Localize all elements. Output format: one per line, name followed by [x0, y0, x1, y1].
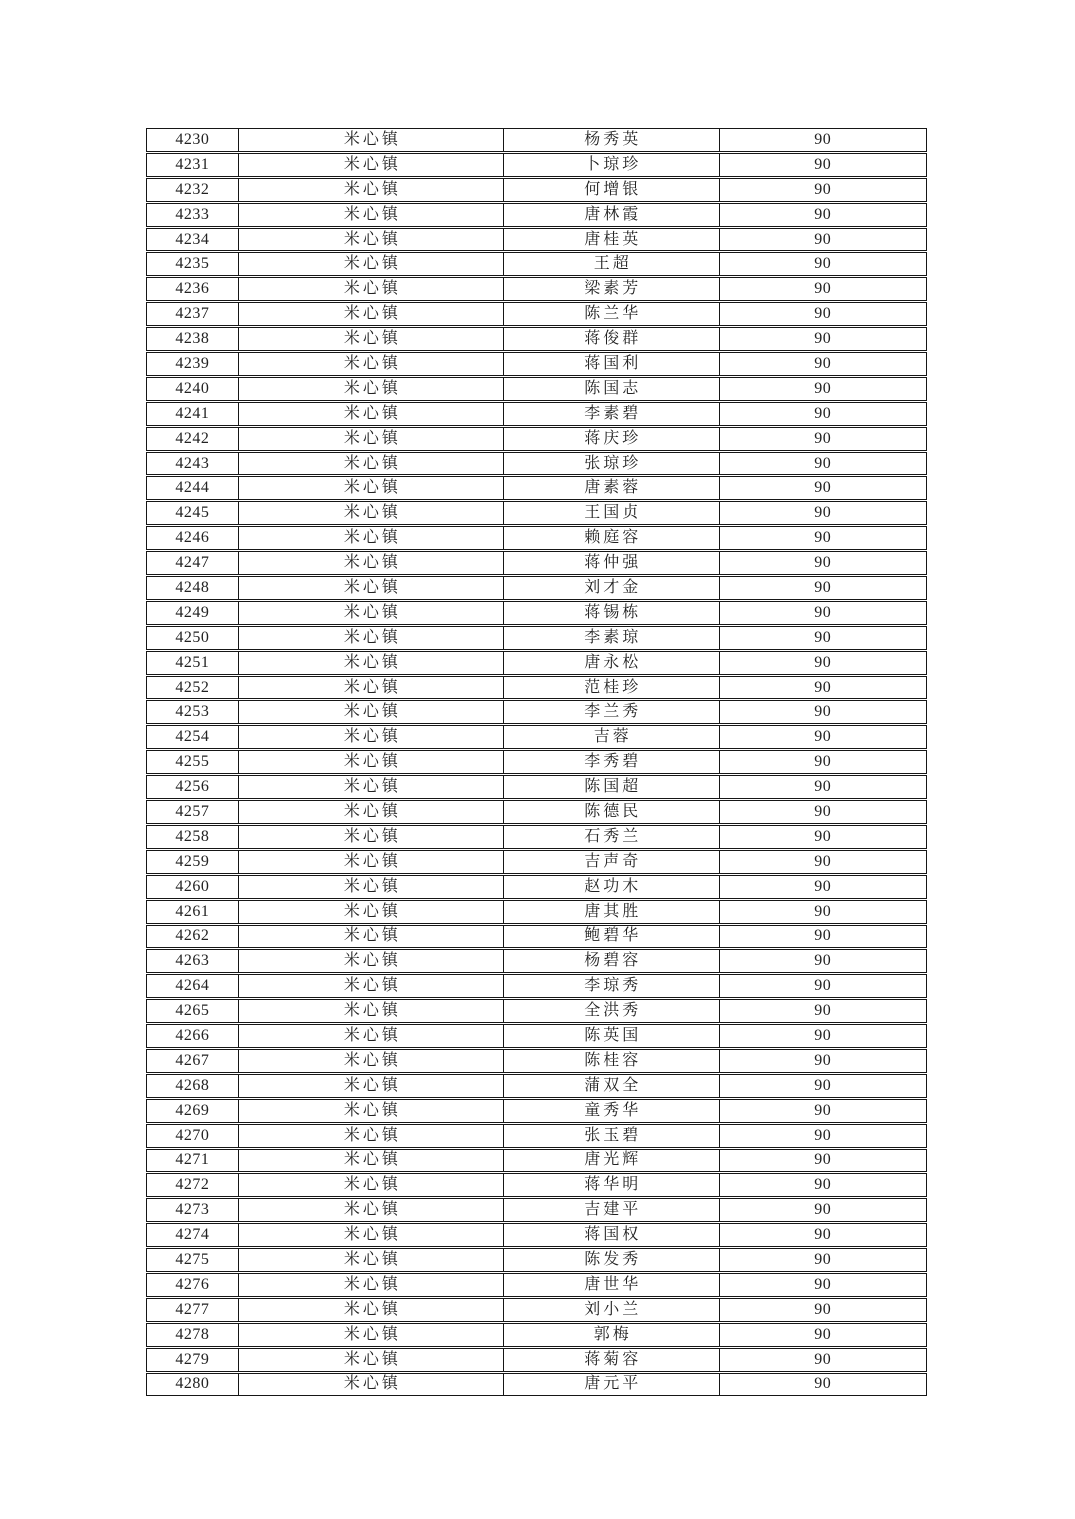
table-row [146, 302, 927, 326]
serial-number-cell: 4232 [175, 180, 210, 198]
table-row [146, 1348, 927, 1372]
table-row [146, 1373, 927, 1397]
score-cell: 90 [719, 1199, 926, 1221]
serial-number-cell: 4262 [175, 927, 210, 945]
score-cell: 90 [719, 1075, 926, 1097]
score-cell: 90 [719, 950, 926, 972]
town-cell: 米心镇 [238, 1050, 503, 1072]
person-name-cell: 蒋国利 [503, 353, 718, 375]
person-name-cell: 唐永松 [503, 652, 718, 674]
score-cell: 90 [719, 403, 926, 425]
table-row [146, 800, 927, 824]
person-name-cell: 李秀碧 [503, 751, 718, 773]
table-row [146, 203, 927, 227]
table-row [146, 327, 927, 351]
table-row [146, 252, 927, 276]
person-name-cell: 吉声奇 [503, 851, 718, 873]
score-cell: 90 [719, 751, 926, 773]
person-name-cell: 蒋俊群 [503, 328, 718, 350]
person-name-cell: 蒋仲强 [503, 552, 718, 574]
score-cell: 90 [719, 577, 926, 599]
score-cell: 90 [719, 801, 926, 823]
person-name-cell: 李素碧 [503, 403, 718, 425]
person-name-cell: 唐其胜 [503, 901, 718, 923]
person-name-cell: 蒋国权 [503, 1224, 718, 1246]
serial-number-cell: 4246 [175, 529, 210, 547]
person-name-cell: 李兰秀 [503, 701, 718, 723]
score-cell: 90 [719, 428, 926, 450]
score-cell: 90 [719, 1249, 926, 1271]
table-row [146, 377, 927, 401]
town-cell: 米心镇 [238, 1100, 503, 1122]
table-row [146, 128, 927, 152]
score-cell: 90 [719, 378, 926, 400]
serial-number-cell: 4250 [175, 628, 210, 646]
person-name-cell: 李琼秀 [503, 975, 718, 997]
table-row [146, 526, 927, 550]
town-cell: 米心镇 [238, 1374, 503, 1396]
table-row [146, 676, 927, 700]
score-cell: 90 [719, 453, 926, 475]
serial-number-cell: 4275 [175, 1251, 210, 1269]
person-name-cell: 刘才金 [503, 577, 718, 599]
serial-number-cell: 4274 [175, 1226, 210, 1244]
town-cell: 米心镇 [238, 577, 503, 599]
table-row [146, 974, 927, 998]
person-name-cell: 全洪秀 [503, 1000, 718, 1022]
table-row [146, 178, 927, 202]
serial-number-cell: 4234 [175, 230, 210, 248]
serial-number-cell: 4264 [175, 977, 210, 995]
person-name-cell: 鲍碧华 [503, 926, 718, 948]
person-name-cell: 何增银 [503, 179, 718, 201]
town-cell: 米心镇 [238, 1075, 503, 1097]
person-name-cell: 唐林霞 [503, 204, 718, 226]
serial-number-cell: 4270 [175, 1126, 210, 1144]
score-cell: 90 [719, 353, 926, 375]
person-name-cell: 唐世华 [503, 1274, 718, 1296]
table-row [146, 1173, 927, 1197]
serial-number-cell: 4256 [175, 778, 210, 796]
serial-number-cell: 4238 [175, 330, 210, 348]
score-cell: 90 [719, 129, 926, 151]
table-row [146, 1124, 927, 1148]
person-name-cell: 吉建平 [503, 1199, 718, 1221]
score-cell: 90 [719, 901, 926, 923]
table-row [146, 825, 927, 849]
town-cell: 米心镇 [238, 627, 503, 649]
town-cell: 米心镇 [238, 154, 503, 176]
town-cell: 米心镇 [238, 950, 503, 972]
person-name-cell: 陈英国 [503, 1025, 718, 1047]
town-cell: 米心镇 [238, 253, 503, 275]
town-cell: 米心镇 [238, 229, 503, 251]
score-cell: 90 [719, 726, 926, 748]
person-name-cell: 唐桂英 [503, 229, 718, 251]
town-cell: 米心镇 [238, 552, 503, 574]
person-name-cell: 郭梅 [503, 1324, 718, 1346]
serial-number-cell: 4249 [175, 603, 210, 621]
serial-number-cell: 4266 [175, 1027, 210, 1044]
town-cell: 米心镇 [238, 801, 503, 823]
person-name-cell: 陈国超 [503, 776, 718, 798]
score-table [146, 128, 927, 1397]
person-name-cell: 赵功木 [503, 876, 718, 898]
town-cell: 米心镇 [238, 726, 503, 748]
town-cell: 米心镇 [238, 527, 503, 549]
person-name-cell: 卜琼珍 [503, 154, 718, 176]
town-cell: 米心镇 [238, 378, 503, 400]
table-row [146, 651, 927, 675]
town-cell: 米心镇 [238, 129, 503, 151]
person-name-cell: 李素琼 [503, 627, 718, 649]
score-cell: 90 [719, 1224, 926, 1246]
serial-number-cell: 4241 [175, 404, 210, 422]
score-cell: 90 [719, 552, 926, 574]
table-row [146, 875, 927, 899]
serial-number-cell: 4259 [175, 852, 210, 870]
serial-number-cell: 4245 [175, 504, 210, 522]
score-cell: 90 [719, 1349, 926, 1371]
table-row [146, 576, 927, 600]
town-cell: 米心镇 [238, 975, 503, 997]
serial-number-cell: 4261 [175, 902, 210, 920]
serial-number-cell: 4277 [175, 1300, 210, 1318]
town-cell: 米心镇 [238, 677, 503, 699]
town-cell: 米心镇 [238, 1224, 503, 1246]
person-name-cell: 蒋锡栋 [503, 602, 718, 624]
table-row [146, 551, 927, 575]
serial-number-cell: 4280 [175, 1375, 210, 1393]
town-cell: 米心镇 [238, 1000, 503, 1022]
person-name-cell: 张琼珍 [503, 453, 718, 475]
table-row [146, 501, 927, 525]
town-cell: 米心镇 [238, 751, 503, 773]
serial-number-cell: 4278 [175, 1325, 210, 1343]
serial-number-cell: 4276 [175, 1275, 210, 1293]
table-row [146, 277, 927, 301]
person-name-cell: 张玉碧 [503, 1125, 718, 1147]
score-cell: 90 [719, 851, 926, 873]
score-cell: 90 [719, 527, 926, 549]
town-cell: 米心镇 [238, 1025, 503, 1047]
score-cell: 90 [719, 776, 926, 798]
person-name-cell: 刘小兰 [503, 1299, 718, 1321]
town-cell: 米心镇 [238, 1150, 503, 1172]
person-name-cell: 陈兰华 [503, 303, 718, 325]
table-row [146, 949, 927, 973]
table-row [146, 626, 927, 650]
table-row [146, 476, 927, 500]
score-cell: 90 [719, 1174, 926, 1196]
score-cell: 90 [719, 677, 926, 699]
score-cell: 90 [719, 826, 926, 848]
town-cell: 米心镇 [238, 1125, 503, 1147]
score-cell: 90 [719, 1100, 926, 1122]
serial-number-cell: 4265 [175, 1002, 210, 1020]
town-cell: 米心镇 [238, 926, 503, 948]
town-cell: 米心镇 [238, 851, 503, 873]
person-name-cell: 陈国志 [503, 378, 718, 400]
serial-number-cell: 4254 [175, 728, 210, 746]
town-cell: 米心镇 [238, 502, 503, 524]
person-name-cell: 杨秀英 [503, 129, 718, 151]
town-cell: 米心镇 [238, 1349, 503, 1371]
table-row [146, 452, 927, 476]
person-name-cell: 陈德民 [503, 801, 718, 823]
score-cell: 90 [719, 328, 926, 350]
score-cell: 90 [719, 303, 926, 325]
serial-number-cell: 4258 [175, 827, 210, 845]
town-cell: 米心镇 [238, 776, 503, 798]
serial-number-cell: 4244 [175, 479, 210, 497]
score-cell: 90 [719, 1000, 926, 1022]
table-row [146, 750, 927, 774]
score-cell: 90 [719, 1125, 926, 1147]
score-cell: 90 [719, 477, 926, 499]
score-cell: 90 [719, 204, 926, 226]
person-name-cell: 梁素芳 [503, 278, 718, 300]
serial-number-cell: 4260 [175, 877, 210, 895]
serial-number-cell: 4269 [175, 1101, 210, 1119]
person-name-cell: 蒋庆珍 [503, 428, 718, 450]
town-cell: 米心镇 [238, 826, 503, 848]
town-cell: 米心镇 [238, 1274, 503, 1296]
serial-number-cell: 4251 [175, 653, 210, 671]
town-cell: 米心镇 [238, 652, 503, 674]
table-row [146, 775, 927, 799]
table-row [146, 700, 927, 724]
table-row [146, 1323, 927, 1347]
score-cell: 90 [719, 627, 926, 649]
table-row [146, 900, 927, 924]
serial-number-cell: 4247 [175, 554, 210, 572]
town-cell: 米心镇 [238, 303, 503, 325]
score-cell: 90 [719, 876, 926, 898]
score-cell: 90 [719, 1050, 926, 1072]
serial-number-cell: 4243 [175, 454, 210, 472]
town-cell: 米心镇 [238, 204, 503, 226]
serial-number-cell: 4279 [175, 1350, 210, 1368]
serial-number-cell: 4239 [175, 354, 210, 372]
town-cell: 米心镇 [238, 901, 503, 923]
score-cell: 90 [719, 502, 926, 524]
table-row [146, 427, 927, 451]
table-row [146, 228, 927, 252]
score-cell: 90 [719, 701, 926, 723]
person-name-cell: 杨碧容 [503, 950, 718, 972]
score-cell: 90 [719, 1299, 926, 1321]
score-cell: 90 [719, 253, 926, 275]
town-cell: 米心镇 [238, 1324, 503, 1346]
serial-number-cell: 4235 [175, 255, 210, 273]
score-cell: 90 [719, 975, 926, 997]
table-row [146, 725, 927, 749]
person-name-cell: 石秀兰 [503, 826, 718, 848]
town-cell: 米心镇 [238, 428, 503, 450]
town-cell: 米心镇 [238, 1174, 503, 1196]
score-cell: 90 [719, 602, 926, 624]
serial-number-cell: 4271 [175, 1151, 210, 1169]
table-row [146, 925, 927, 949]
person-name-cell: 唐光辉 [503, 1150, 718, 1172]
town-cell: 米心镇 [238, 179, 503, 201]
table-row [146, 1024, 927, 1048]
person-name-cell: 范桂珍 [503, 677, 718, 699]
serial-number-cell: 4263 [175, 952, 210, 970]
town-cell: 米心镇 [238, 876, 503, 898]
person-name-cell: 吉蓉 [503, 726, 718, 748]
serial-number-cell: 4236 [175, 280, 210, 298]
table-row [146, 1149, 927, 1173]
table-row [146, 352, 927, 376]
town-cell: 米心镇 [238, 1249, 503, 1271]
score-cell: 90 [719, 1374, 926, 1396]
score-cell: 90 [719, 1324, 926, 1346]
score-cell: 90 [719, 926, 926, 948]
serial-number-cell: 4230 [175, 130, 210, 148]
serial-number-cell: 4248 [175, 578, 210, 596]
person-name-cell: 王超 [503, 253, 718, 275]
person-name-cell: 蒋菊容 [503, 1349, 718, 1371]
serial-number-cell: 4272 [175, 1176, 210, 1194]
score-cell: 90 [719, 179, 926, 201]
table-row [146, 999, 927, 1023]
person-name-cell: 童秀华 [503, 1100, 718, 1122]
town-cell: 米心镇 [238, 278, 503, 300]
serial-number-cell: 4237 [175, 305, 210, 323]
serial-number-cell: 4252 [175, 678, 210, 696]
score-cell: 90 [719, 229, 926, 251]
table-row [146, 1049, 927, 1073]
table-row [146, 1074, 927, 1098]
person-name-cell: 赖庭容 [503, 527, 718, 549]
serial-number-cell: 4253 [175, 703, 210, 721]
table-row [146, 402, 927, 426]
person-name-cell: 陈发秀 [503, 1249, 718, 1271]
town-cell: 米心镇 [238, 602, 503, 624]
serial-number-cell: 4257 [175, 802, 210, 820]
town-cell: 米心镇 [238, 1199, 503, 1221]
score-cell: 90 [719, 1274, 926, 1296]
town-cell: 米心镇 [238, 701, 503, 723]
serial-number-cell: 4267 [175, 1051, 210, 1069]
serial-number-cell: 4268 [175, 1076, 210, 1094]
serial-number-cell: 4273 [175, 1201, 210, 1219]
table-row [146, 1099, 927, 1123]
serial-number-cell: 4240 [175, 379, 210, 397]
table-row [146, 1298, 927, 1322]
table-row [146, 153, 927, 177]
serial-number-cell: 4233 [175, 205, 210, 223]
person-name-cell: 蒋华明 [503, 1174, 718, 1196]
town-cell: 米心镇 [238, 403, 503, 425]
town-cell: 米心镇 [238, 353, 503, 375]
serial-number-cell: 4231 [175, 155, 210, 173]
score-cell: 90 [719, 1150, 926, 1172]
town-cell: 米心镇 [238, 477, 503, 499]
person-name-cell: 唐元平 [503, 1374, 718, 1396]
score-cell: 90 [719, 154, 926, 176]
table-row [146, 850, 927, 874]
town-cell: 米心镇 [238, 1299, 503, 1321]
table-row [146, 601, 927, 625]
serial-number-cell: 4242 [175, 429, 210, 447]
table-row [146, 1248, 927, 1272]
person-name-cell: 唐素蓉 [503, 477, 718, 499]
person-name-cell: 蒲双全 [503, 1075, 718, 1097]
serial-number-cell: 4255 [175, 753, 210, 771]
score-cell: 90 [719, 1025, 926, 1047]
score-cell: 90 [719, 652, 926, 674]
person-name-cell: 王国贞 [503, 502, 718, 524]
table-row [146, 1273, 927, 1297]
score-cell: 90 [719, 278, 926, 300]
table-row [146, 1223, 927, 1247]
table-row [146, 1198, 927, 1222]
town-cell: 米心镇 [238, 328, 503, 350]
person-name-cell: 陈桂容 [503, 1050, 718, 1072]
town-cell: 米心镇 [238, 453, 503, 475]
